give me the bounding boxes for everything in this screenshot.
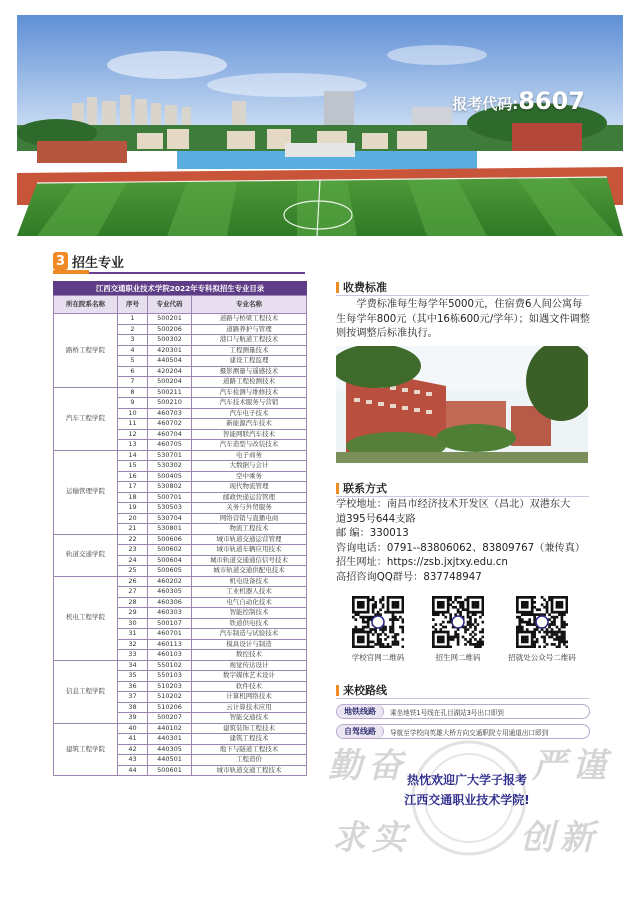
section-title: 招生专业 <box>72 255 125 271</box>
major-cell: 数控技术 <box>192 650 307 661</box>
major-cell: 港口与航道工程技术 <box>192 335 307 346</box>
major-cell: 道路与桥梁工程技术 <box>192 314 307 325</box>
index-cell: 7 <box>118 377 148 388</box>
index-cell: 33 <box>118 650 148 661</box>
code-cell: 460701 <box>148 629 192 640</box>
code-cell: 460103 <box>148 650 192 661</box>
major-cell: 关务与外贸服务 <box>192 503 307 514</box>
code-cell: 460305 <box>148 587 192 598</box>
code-cell: 460202 <box>148 576 192 587</box>
index-cell: 29 <box>118 608 148 619</box>
welcome-line2: 江西交通职业技术学院! <box>404 793 530 807</box>
motto-char: 创 <box>520 818 554 858</box>
index-cell: 31 <box>118 629 148 640</box>
heading-accent-bar <box>336 282 339 293</box>
code-cell: 500204 <box>148 377 192 388</box>
college-cell: 运输管理学院 <box>54 450 118 534</box>
index-cell: 15 <box>118 461 148 472</box>
major-cell: 电气自动化技术 <box>192 597 307 608</box>
table-caption: 江西交通职业技术学院2022年专科拟招生专业目录 <box>53 281 307 295</box>
index-cell: 4 <box>118 345 148 356</box>
code-cell: 460705 <box>148 440 192 451</box>
motto-char: 新 <box>560 818 594 858</box>
qr-official-site <box>336 596 420 663</box>
index-cell: 35 <box>118 671 148 682</box>
contact-info <box>336 498 594 586</box>
index-cell: 42 <box>118 744 148 755</box>
fee-divider <box>336 295 589 296</box>
motto-char: 求 <box>332 818 366 858</box>
code-cell: 500206 <box>148 324 192 335</box>
campus-photo <box>336 346 588 463</box>
section-underline <box>53 272 305 274</box>
code-cell: 460703 <box>148 408 192 419</box>
major-cell: 工程测量技术 <box>192 345 307 356</box>
route-divider <box>336 698 589 699</box>
index-cell: 30 <box>118 618 148 629</box>
code-cell: 500606 <box>148 534 192 545</box>
major-cell: 汽车造型与改装技术 <box>192 440 307 451</box>
index-cell: 39 <box>118 713 148 724</box>
table-row <box>54 576 307 587</box>
motto-char: 谨 <box>572 746 606 786</box>
route-heading <box>336 682 387 698</box>
code-cell: 530302 <box>148 461 192 472</box>
major-cell: 道路工程检测技术 <box>192 377 307 388</box>
index-cell: 8 <box>118 387 148 398</box>
code-cell: 460704 <box>148 429 192 440</box>
contact-heading-text: 联系方式 <box>343 482 387 495</box>
contact-heading <box>336 480 387 496</box>
major-cell: 汽车制造与试验技术 <box>192 629 307 640</box>
major-cell: 软件技术 <box>192 681 307 692</box>
code-cell: 530503 <box>148 503 192 514</box>
index-cell: 40 <box>118 723 148 734</box>
code-cell: 440504 <box>148 356 192 367</box>
index-cell: 3 <box>118 335 148 346</box>
major-cell: 空中乘务 <box>192 471 307 482</box>
index-cell: 32 <box>118 639 148 650</box>
code-cell: 500701 <box>148 492 192 503</box>
code-cell: 460303 <box>148 608 192 619</box>
contact-phone: 咨询电话：0791--83806062、83809767（兼传真） <box>336 542 586 554</box>
qr-admission-site <box>416 596 500 663</box>
code-cell: 440501 <box>148 755 192 766</box>
qr-code-icon <box>432 596 484 648</box>
major-cell: 汽车技术服务与营销 <box>192 398 307 409</box>
major-cell: 邮政快递运营管理 <box>192 492 307 503</box>
index-cell: 10 <box>118 408 148 419</box>
header-code: 专业代码 <box>148 296 192 314</box>
major-cell: 大数据与会计 <box>192 461 307 472</box>
code-cell: 510203 <box>148 681 192 692</box>
code-cell: 460306 <box>148 597 192 608</box>
qr-caption: 招生网二维码 <box>435 653 481 662</box>
code-cell: 550103 <box>148 671 192 682</box>
major-cell: 工业机器人技术 <box>192 587 307 598</box>
qr-code-icon <box>352 596 404 648</box>
index-cell: 41 <box>118 734 148 745</box>
fee-heading-text: 收费标准 <box>343 281 387 294</box>
admission-code-value: 8607 <box>518 87 585 115</box>
major-cell: 城市轨道交通工程技术 <box>192 765 307 776</box>
heading-accent-bar <box>336 483 339 494</box>
welcome-line1: 热忱欢迎广大学子报考 <box>406 773 527 787</box>
contact-postcode: 邮 编：330013 <box>336 528 409 540</box>
major-cell: 建筑装饰工程技术 <box>192 723 307 734</box>
college-cell: 汽车工程学院 <box>54 387 118 450</box>
code-cell: 530701 <box>148 450 192 461</box>
code-cell: 440301 <box>148 734 192 745</box>
hero-photo <box>17 15 623 236</box>
qr-code-icon <box>516 596 568 648</box>
index-cell: 27 <box>118 587 148 598</box>
motto-char: 实 <box>372 818 406 858</box>
motto-char: 奋 <box>368 746 402 786</box>
code-cell: 550102 <box>148 660 192 671</box>
code-cell: 530801 <box>148 524 192 535</box>
index-cell: 19 <box>118 503 148 514</box>
index-cell: 11 <box>118 419 148 430</box>
index-cell: 37 <box>118 692 148 703</box>
major-cell: 新能源汽车技术 <box>192 419 307 430</box>
qr-caption: 学校官网二维码 <box>351 653 405 662</box>
route-car-desc: 导航至学校向英雄大桥方向交通职院专用通道出口即到 <box>390 728 549 737</box>
fee-text: 学费标准每生每学年5000元，住宿费6人间公寓每生每学年800元（其中16栋600元/学年）；如遇文件调整则按调整后标准执行。 <box>336 299 590 339</box>
route-car <box>336 724 590 739</box>
table-row <box>54 723 307 734</box>
header-college: 所在院系名称 <box>54 296 118 314</box>
admission-code-label: 报考代码: <box>452 95 519 113</box>
code-cell: 500602 <box>148 545 192 556</box>
code-cell: 510206 <box>148 702 192 713</box>
major-cell: 工程造价 <box>192 755 307 766</box>
stadium-photo <box>17 15 623 236</box>
majors-table <box>53 281 307 776</box>
index-cell: 2 <box>118 324 148 335</box>
code-cell: 500211 <box>148 387 192 398</box>
major-cell: 城市轨道交通供配电技术 <box>192 566 307 577</box>
major-cell: 汽车检测与维修技术 <box>192 387 307 398</box>
table-row <box>54 450 307 461</box>
code-cell: 500601 <box>148 765 192 776</box>
index-cell: 13 <box>118 440 148 451</box>
section-heading <box>53 251 124 271</box>
major-cell: 模具设计与制造 <box>192 639 307 650</box>
code-cell: 500207 <box>148 713 192 724</box>
code-cell: 530704 <box>148 513 192 524</box>
index-cell: 12 <box>118 429 148 440</box>
code-cell: 500302 <box>148 335 192 346</box>
major-cell: 道路养护与管理 <box>192 324 307 335</box>
college-cell: 机电工程学院 <box>54 576 118 660</box>
route-metro <box>336 704 590 719</box>
major-cell: 计算机网络技术 <box>192 692 307 703</box>
code-cell: 440305 <box>148 744 192 755</box>
college-cell: 轨道交通学院 <box>54 534 118 576</box>
major-cell: 建筑工程技术 <box>192 734 307 745</box>
code-cell: 500107 <box>148 618 192 629</box>
major-cell: 建设工程监理 <box>192 356 307 367</box>
major-cell: 城市轨道车辆应用技术 <box>192 545 307 556</box>
code-cell: 440102 <box>148 723 192 734</box>
route-metro-label: 地铁线路 <box>337 705 384 718</box>
code-cell: 500210 <box>148 398 192 409</box>
contact-divider <box>336 496 589 497</box>
major-cell: 城市轨道交通通信信号技术 <box>192 555 307 566</box>
index-cell: 28 <box>118 597 148 608</box>
table-row <box>54 387 307 398</box>
index-cell: 38 <box>118 702 148 713</box>
code-cell: 510202 <box>148 692 192 703</box>
index-cell: 16 <box>118 471 148 482</box>
code-cell: 460113 <box>148 639 192 650</box>
contact-address-line1: 学校地址：南昌市经济技术开发区（昌北）双港东大 <box>336 499 571 510</box>
college-cell: 建筑工程学院 <box>54 723 118 776</box>
table-row <box>54 314 307 325</box>
code-cell: 500201 <box>148 314 192 325</box>
major-cell: 城市轨道交通运营管理 <box>192 534 307 545</box>
index-cell: 17 <box>118 482 148 493</box>
section-number-badge: 3 <box>53 252 68 270</box>
index-cell: 6 <box>118 366 148 377</box>
table-header-row <box>54 296 307 314</box>
major-cell: 现代物流管理 <box>192 482 307 493</box>
motto-char: 勤 <box>328 746 362 786</box>
major-cell: 云计算技术应用 <box>192 702 307 713</box>
index-cell: 5 <box>118 356 148 367</box>
code-cell: 460702 <box>148 419 192 430</box>
index-cell: 36 <box>118 681 148 692</box>
index-cell: 24 <box>118 555 148 566</box>
code-cell: 420301 <box>148 345 192 356</box>
route-car-label: 自驾线路 <box>337 725 384 738</box>
major-cell: 智能交通技术 <box>192 713 307 724</box>
table-row <box>54 534 307 545</box>
qr-wechat-account <box>500 596 584 663</box>
major-cell: 机电设备技术 <box>192 576 307 587</box>
index-cell: 43 <box>118 755 148 766</box>
major-cell: 智能控制技术 <box>192 608 307 619</box>
major-cell: 视觉传达设计 <box>192 660 307 671</box>
contact-qq: 高招咨询QQ群号：837748947 <box>336 571 482 583</box>
heading-accent-bar <box>336 685 339 696</box>
major-cell: 汽车电子技术 <box>192 408 307 419</box>
index-cell: 26 <box>118 576 148 587</box>
college-cell: 路桥工程学院 <box>54 314 118 388</box>
table-body <box>54 314 307 776</box>
index-cell: 22 <box>118 534 148 545</box>
major-cell: 智能网联汽车技术 <box>192 429 307 440</box>
motto-char: 严 <box>532 746 566 786</box>
code-cell: 420204 <box>148 366 192 377</box>
index-cell: 21 <box>118 524 148 535</box>
index-cell: 23 <box>118 545 148 556</box>
major-cell: 网络营销与直播电商 <box>192 513 307 524</box>
index-cell: 18 <box>118 492 148 503</box>
major-cell: 铁道供电技术 <box>192 618 307 629</box>
contact-address-line2: 道395号644支路 <box>336 513 416 525</box>
major-cell: 数字媒体艺术设计 <box>192 671 307 682</box>
code-cell: 500604 <box>148 555 192 566</box>
index-cell: 14 <box>118 450 148 461</box>
index-cell: 34 <box>118 660 148 671</box>
major-cell: 电子商务 <box>192 450 307 461</box>
code-cell: 500405 <box>148 471 192 482</box>
index-cell: 20 <box>118 513 148 524</box>
index-cell: 9 <box>118 398 148 409</box>
route-metro-desc: 乘坐地铁1号线在孔目湖站3号出口即到 <box>390 708 504 717</box>
code-cell: 530802 <box>148 482 192 493</box>
index-cell: 44 <box>118 765 148 776</box>
contact-website: 招生网址：https://zsb.jxjtxy.edu.cn <box>336 557 508 569</box>
major-cell: 物流工程技术 <box>192 524 307 535</box>
campus-building-image <box>336 346 588 463</box>
fee-heading <box>336 279 387 295</box>
college-cell: 信息工程学院 <box>54 660 118 723</box>
admission-code <box>452 87 585 115</box>
index-cell: 1 <box>118 314 148 325</box>
code-cell: 500605 <box>148 566 192 577</box>
table-row <box>54 660 307 671</box>
header-index: 序号 <box>118 296 148 314</box>
index-cell: 25 <box>118 566 148 577</box>
major-cell: 地下与隧道工程技术 <box>192 744 307 755</box>
qr-caption: 招就处公众号二维码 <box>508 653 576 662</box>
header-major: 专业名称 <box>192 296 307 314</box>
route-heading-text: 来校路线 <box>343 684 387 697</box>
major-cell: 摄影测量与遥感技术 <box>192 366 307 377</box>
welcome-message <box>336 770 598 810</box>
